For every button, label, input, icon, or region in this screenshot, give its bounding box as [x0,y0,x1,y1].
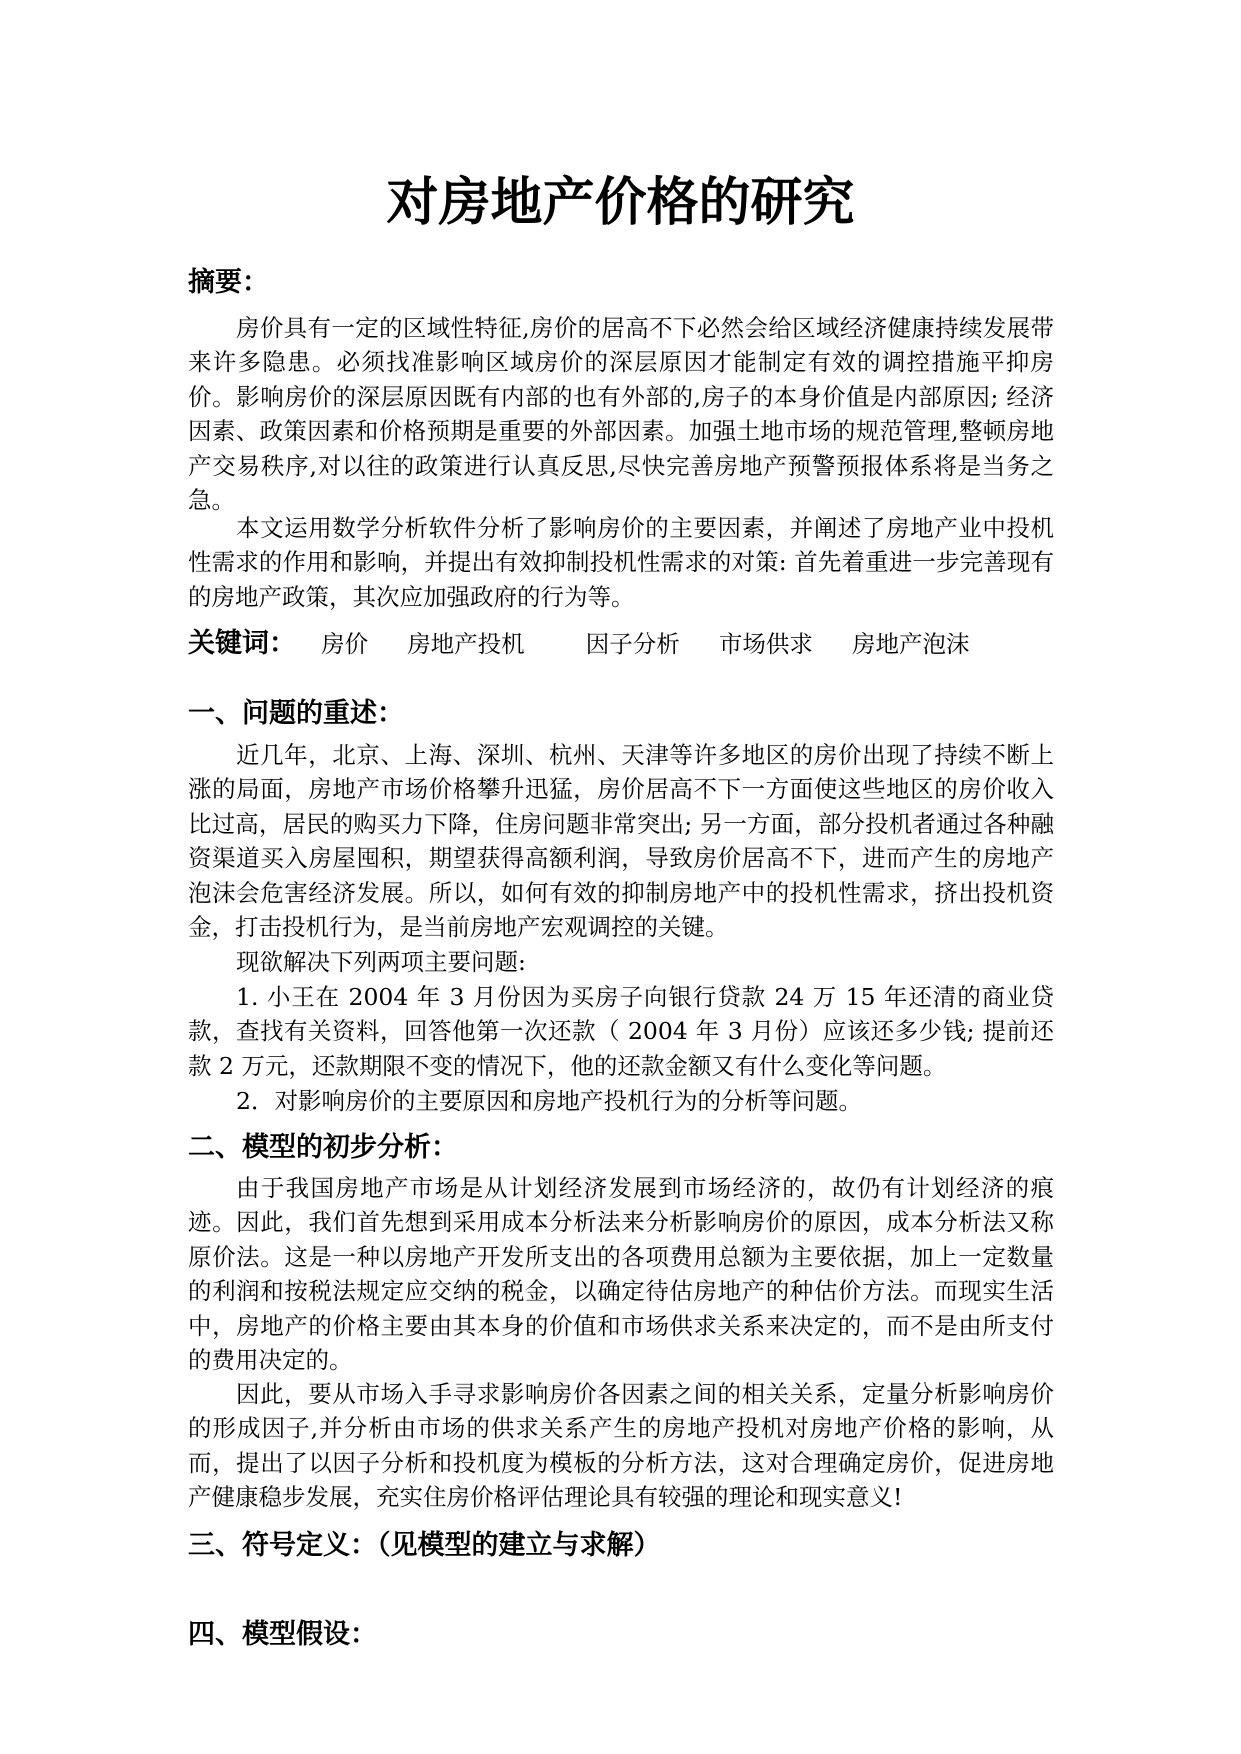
keyword-item: 市场供求 [718,630,813,658]
keyword-item: 房地产泡沫 [851,630,970,658]
section-heading: 四、模型假设： [188,1619,377,1650]
section-heading: 三、符号定义：（见模型的建立与求解） [188,1530,661,1561]
keywords-row [188,624,1003,664]
abstract-paragraph: 本文运用数学分析软件分析了影响房价的主要因素，并阐述了房地产业中投机性需求的作用和影响，并提出有效抑制投机性需求的对策: 首先着重进一步完善现有的房地产政策，其次应加强政府的行为等。 [188,514,1054,611]
abstract-heading: 摘要： [188,267,269,298]
section-paragraph: 因此，要从市场入手寻求影响房价各因素之间的相关关系，定量分析影响房价的形成因子,并分析由市场的供求关系产生的房地产投机对房地产价格的影响，从而，提出了以因子分析和投机度为模板的分析方法，这对合理确定房价，促进房地产健康稳步发展，充实住房价格评估理论具有较强的理论和现实意义! [188,1380,1054,1512]
document-title: 对房地产价格的研究 [386,173,855,233]
section-heading: 二、模型的初步分析： [188,1132,458,1163]
section-paragraph: 由于我国房地产市场是从计划经济发展到市场经济的，故仍有计划经济的痕迹。因此，我们首先想到采用成本分析法来分析影响房价的原因，成本分析法又称原价法。这是一种以房地产开发所支出的各项费用总额为主要依据，加上一定数量的利润和按税法规定应交纳的税金，以确定待估房地产的种估价方法。而现实生活中，房地产的价格主要由其本身的价值和市场供求关系来决定的，而不是由所支付的费用决定的。 [188,1174,1054,1375]
numbered-item: 1. 小王在 2004 年 3 月份因为买房子向银行贷款 24 万 15 年还清的商业贷款，查找有关资料，回答他第一次还款（ 2004 年 3 月份）应该还多少钱; 提前还款 2 万元，还款期限不变的情况下，他的还款金额又有什么变化等问题。 [188,983,1054,1080]
keyword-item: 房价 [321,630,369,658]
section-paragraph: 近几年，北京、上海、深圳、杭州、天津等许多地区的房价出现了持续不断上涨的局面，房地产市场价格攀升迅猛，房价居高不下一方面使这些地区的房价收入比过高，居民的购买力下降，住房问题非常突出; 另一方面，部分投机者通过各种融资渠道买入房屋囤积，期望获得高额利润，导致房价居高不下，进而产生的房地产泡沫会危害经济发展。所以，如何有效的抑制房地产中的投机性需求，挤出投机资金，打击投机行为，是当前房地产宏观调控的关键。 [188,741,1054,942]
numbered-item: 2．对影响房价的主要原因和房地产投机行为的分析等问题。 [236,1087,862,1115]
abstract-paragraph: 房价具有一定的区域性特征,房价的居高不下必然会给区域经济健康持续发展带来许多隐患。必须找准影响区域房价的深层原因才能制定有效的调控措施平抑房价。影响房价的深层原因既有内部的也有外部的,房子的本身价值是内部原因; 经济因素、政策因素和价格预期是重要的外部因素。加强土地市场的规范管理,整顿房地产交易秩序,对以往的政策进行认真反思,尽快完善房地产预警预报体系将是当务之急。 [188,314,1054,515]
section-heading: 一、问题的重述： [188,698,404,729]
keyword-item: 因子分析 [585,630,680,658]
section-paragraph: 现欲解决下列两项主要问题: [236,948,526,976]
keywords-label: 关键词： [188,628,296,659]
keyword-item: 房地产投机 [407,630,525,658]
